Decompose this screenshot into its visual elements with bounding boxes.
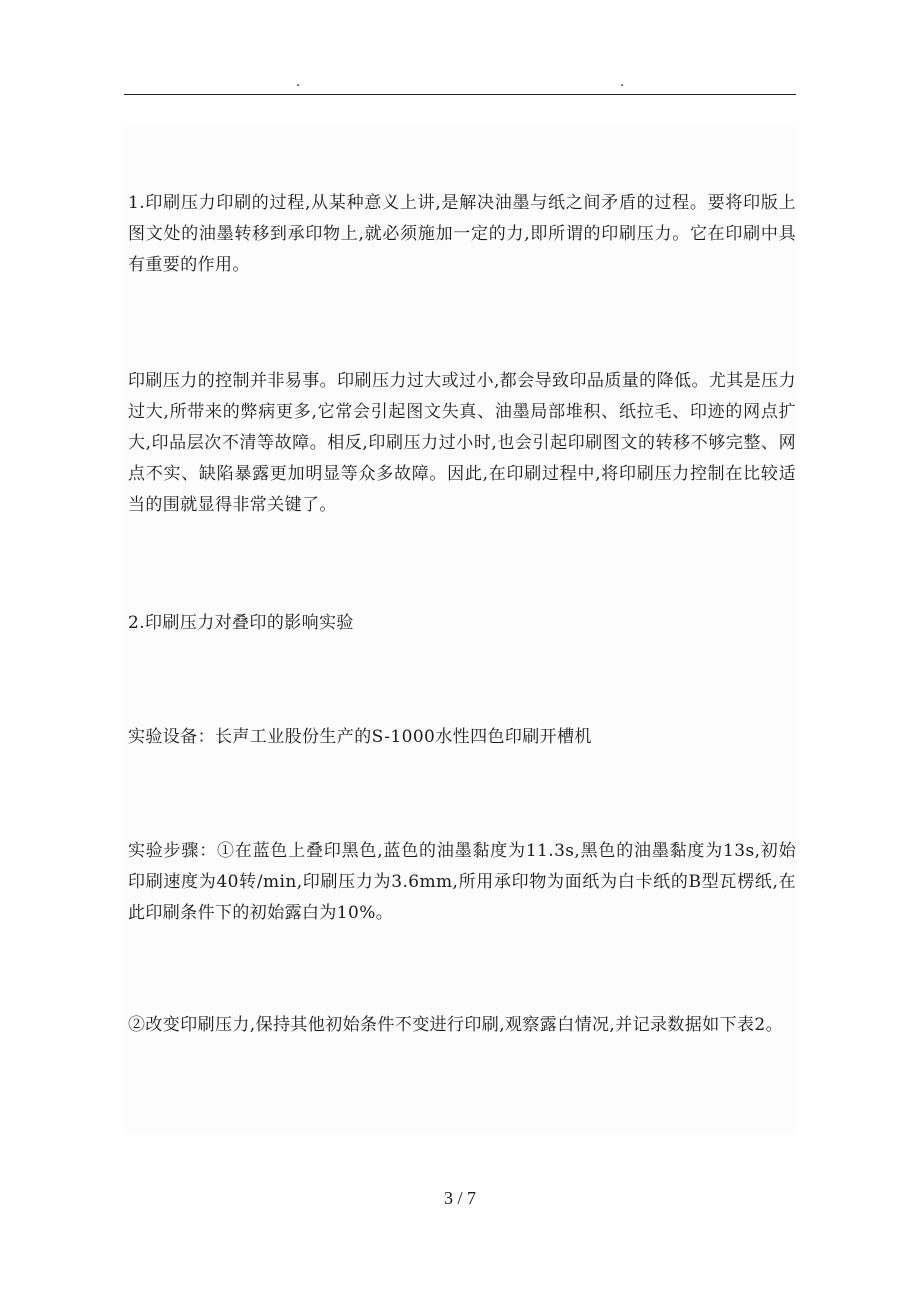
page-number: 3 / 7 bbox=[443, 1188, 476, 1208]
paragraph-pressure-control: 印刷压力的控制并非易事。印刷压力过大或过小,都会导致印品质量的降低。尤其是压力过大,所带来的弊病更多,它常会引起图文失真、油墨局部堆积、纸拉毛、印迹的网点扩大,印品层次不清等故障。相反,印刷压力过小时,也会引起印刷图文的转移不够完整、网点不实、缺陷暴露更加明显等众多故障。因此,在印刷过程中,将印刷压力控制在比较适当的围就显得非常关键了。 bbox=[128, 371, 796, 515]
header-rule bbox=[124, 94, 796, 95]
page-header bbox=[124, 76, 796, 96]
header-right-mark: . bbox=[620, 75, 625, 90]
section-heading-experiment: 2.印刷压力对叠印的影响实验 bbox=[128, 613, 354, 633]
header-left-mark: . bbox=[296, 75, 301, 90]
paragraph-equipment: 实验设备：长声工业股份生产的S-1000水性四色印刷开槽机 bbox=[128, 727, 592, 747]
paragraph-steps: 实验步骤：①在蓝色上叠印黑色,蓝色的油墨黏度为11.3s,黑色的油墨黏度为13s,初始印刷速度为40转/min,印刷压力为3.6mm,所用承印物为面纸为白卡纸的B型瓦楞纸,在此印刷条件下的初始露白为10%。 bbox=[128, 841, 796, 923]
document-body bbox=[124, 126, 796, 1132]
paragraph-step-two: ②改变印刷压力,保持其他初始条件不变进行印刷,观察露白情况,并记录数据如下表2。 bbox=[128, 1015, 784, 1035]
paragraph-printing-pressure-intro: 1.印刷压力印刷的过程,从某种意义上讲,是解决油墨与纸之间矛盾的过程。要将印版上图文处的油墨转移到承印物上,就必须施加一定的力,即所谓的印刷压力。它在印刷中具有重要的作用。 bbox=[128, 193, 796, 275]
